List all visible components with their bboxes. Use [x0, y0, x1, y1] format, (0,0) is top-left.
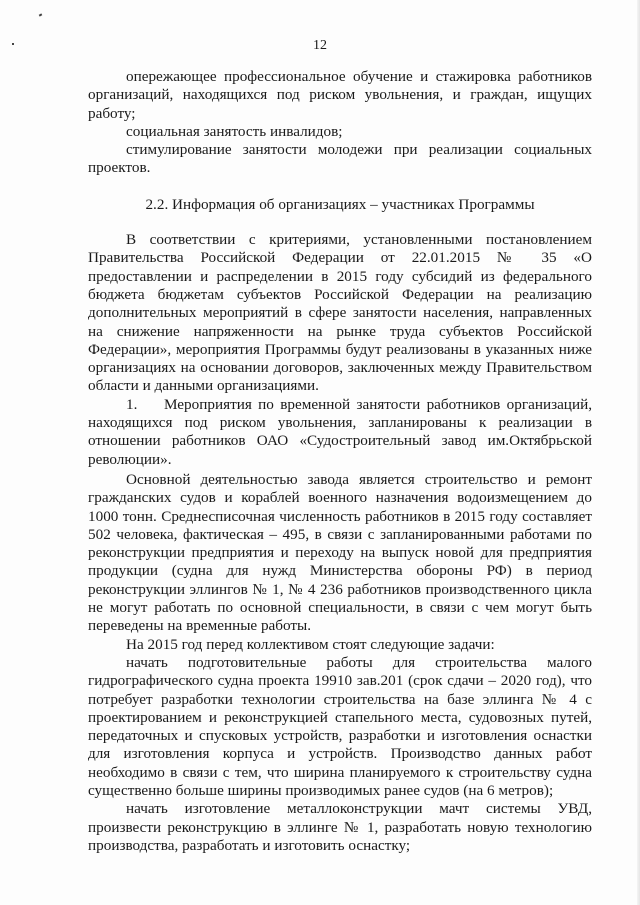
paragraph-task-vessel: начать подготовительные работы для строительства малого гидрографического судна проекта 19910 зав.201 (срок сдачи – 2020 год), что потребует разработки технологии строительства на базе эллинга № 4 с проектированием и реконструкцией стапельного места, судовозных путей, передаточных и спусковых устройств, разработки и изготовления оснастки для изготовления корпуса и устройств. Производство данных работ необходимо в связи с тем, что ширина планируемого к строительству судна существенно больше ширины производимых ранее судов (на 6 метров);: [88, 653, 592, 799]
section-heading: 2.2. Информация об организациях – участниках Программы: [145, 195, 535, 213]
paragraph-task-masts: начать изготовление металлоконструкции мачт системы УВД, произвести реконструкцию в эллинге № 1, разработать новую технологию производства, разработать и изготовить оснастку;: [88, 800, 592, 854]
document-body: [88, 68, 592, 855]
page-number: 12: [313, 38, 327, 53]
paragraph-main-activity: Основной деятельностью завода является строительство и ремонт гражданских судов и кораблей военного назначения водоизмещением до 1000 тонн. Среднесписочная численность работников в 2015 году составляет 502 человека, фактическая – 495, в связи с запланированными работами по реконструкции предприятия и переходу на выпуск новой для предприятия продукции (судна для нужд Министерства обороны РФ) в период реконструкции эллингов № 1, № 4 236 работников производственного цикла не могут работать по основной специальности, в связи с чем могут быть переведены на временные работы.: [88, 470, 592, 635]
paragraph-youth-employment: стимулирование занятости молодежи при реализации социальных проектов.: [88, 141, 592, 177]
paragraph-disabled-employment: социальная занятость инвалидов;: [126, 122, 343, 140]
item-number: 1.: [126, 395, 138, 413]
numbered-item-1: [88, 396, 592, 469]
item-text: Мероприятия по временной занятости работников организаций, находящихся под риском увольнения, запланированы к реализации в отношении работников ОАО «Судостроительный завод им.Октябрьской революции».: [88, 395, 592, 468]
scan-speck: [39, 13, 43, 16]
paragraph-advanced-training: опережающее профессиональное обучение и стажировка работников организаций, находящихся под риском увольнения, и граждан, ищущих работу;: [88, 68, 592, 122]
paragraph-criteria: В соответствии с критериями, установленными постановлением Правительства Российской Федерации от 22.01.2015 № 35 «О предоставлении и распределении в 2015 году субсидий из федерального бюджета бюджетам субъектов Российской Федерации на реализацию дополнительных мероприятий в сфере занятости населения, направленных на снижение напряженности на рынке труда субъектов Российской Федерации», мероприятия Программы будут реализованы в указанных ниже организациях на основании договоров, заключенных между Правительством области и данными организациями.: [88, 231, 592, 395]
paragraph-tasks-intro: На 2015 год перед коллективом стоят следующие задачи:: [126, 635, 495, 653]
